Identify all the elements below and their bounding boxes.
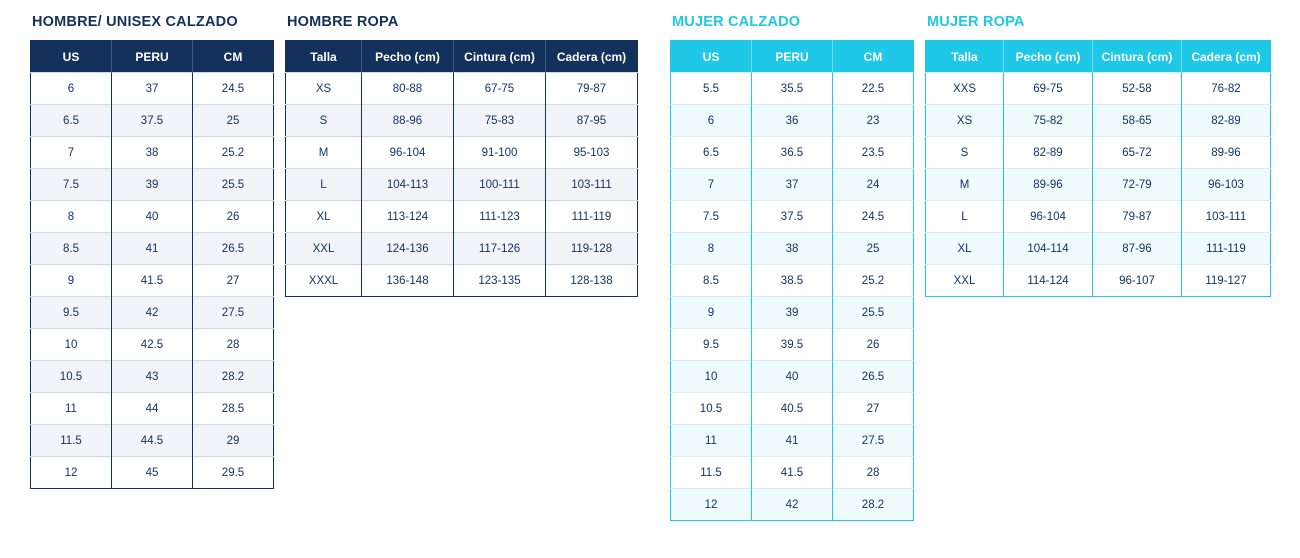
table-cell: 37 [752,169,833,201]
table-header-row [31,41,274,73]
table-cell: 45 [112,457,193,489]
table-cell: 103-111 [1182,201,1271,233]
table-cell: 72-79 [1093,169,1182,201]
column-header: Cadera (cm) [546,41,638,73]
table-cell: 79-87 [546,73,638,105]
table-cell: 7.5 [31,169,112,201]
table-row [671,265,914,297]
table-cell: 7.5 [671,201,752,233]
table-cell: XXS [926,73,1004,105]
table-cell: 111-119 [1182,233,1271,265]
table-cell: 28 [833,457,914,489]
table-cell: 76-82 [1182,73,1271,105]
table-cell: 22.5 [833,73,914,105]
table-row [31,265,274,297]
table-cell: 29.5 [193,457,274,489]
table-cell: XXL [926,265,1004,297]
table-cell: 103-111 [546,169,638,201]
table-row [31,169,274,201]
table-row [286,201,638,233]
table-row [926,137,1271,169]
table-mujer-ropa [925,40,1271,297]
table-cell: 23.5 [833,137,914,169]
table-cell: 24.5 [833,201,914,233]
column-header: PERU [112,41,193,73]
table-cell: 80-88 [362,73,454,105]
table-row [31,233,274,265]
table-cell: 42.5 [112,329,193,361]
table-row [671,137,914,169]
column-header: US [671,41,752,73]
table-cell: 37.5 [112,105,193,137]
table-cell: 28.2 [833,489,914,521]
table-cell: 24 [833,169,914,201]
column-header: Cintura (cm) [1093,41,1182,73]
table-cell: 96-107 [1093,265,1182,297]
table-cell: 25 [833,233,914,265]
table-cell: 41 [112,233,193,265]
table-row [31,201,274,233]
panel-title-mujer-ropa: MUJER ROPA [927,14,1025,30]
table-row [31,329,274,361]
column-header: US [31,41,112,73]
panel-title-hombre-unisex-calzado: HOMBRE/ UNISEX CALZADO [32,14,238,30]
table-cell: 10 [31,329,112,361]
panel-mujer-ropa [925,14,1271,297]
table-cell: M [926,169,1004,201]
table-cell: 44 [112,393,193,425]
table-row [31,393,274,425]
table-cell: 25.5 [833,297,914,329]
table-cell: 6.5 [31,105,112,137]
table-cell: 9 [671,297,752,329]
table-header-row [286,41,638,73]
table-cell: S [286,105,362,137]
table-cell: 79-87 [1093,201,1182,233]
table-row [286,233,638,265]
table-cell: 87-96 [1093,233,1182,265]
table-header-row [671,41,914,73]
column-header: Talla [926,41,1004,73]
table-cell: 82-89 [1004,137,1093,169]
table-cell: 65-72 [1093,137,1182,169]
table-cell: 96-103 [1182,169,1271,201]
table-cell: 124-136 [362,233,454,265]
table-cell: 119-128 [546,233,638,265]
column-header: Cintura (cm) [454,41,546,73]
table-cell: 9.5 [671,329,752,361]
table-row [286,73,638,105]
table-cell: 123-135 [454,265,546,297]
table-row [671,457,914,489]
table-cell: 8 [31,201,112,233]
table-cell: 11 [31,393,112,425]
table-row [286,169,638,201]
table-cell: 38 [752,233,833,265]
table-cell: 26.5 [193,233,274,265]
table-cell: S [926,137,1004,169]
table-cell: 25.5 [193,169,274,201]
table-row [671,201,914,233]
table-cell: 37.5 [752,201,833,233]
table-cell: 27.5 [193,297,274,329]
table-cell: 10 [671,361,752,393]
table-cell: 114-124 [1004,265,1093,297]
table-cell: 27 [193,265,274,297]
table-row [31,457,274,489]
column-header: Talla [286,41,362,73]
table-cell: M [286,137,362,169]
table-cell: 58-65 [1093,105,1182,137]
table-cell: 67-75 [454,73,546,105]
table-cell: 23 [833,105,914,137]
table-cell: 26 [833,329,914,361]
table-row [31,361,274,393]
table-cell: 89-96 [1182,137,1271,169]
table-row [671,169,914,201]
panel-title-mujer-calzado: MUJER CALZADO [672,14,801,30]
table-row [926,201,1271,233]
table-row [286,265,638,297]
table-cell: 41.5 [112,265,193,297]
table-cell: 8 [671,233,752,265]
column-header: CM [193,41,274,73]
table-cell: 82-89 [1182,105,1271,137]
table-cell: 89-96 [1004,169,1093,201]
table-row [671,105,914,137]
table-cell: 29 [193,425,274,457]
table-cell: 7 [31,137,112,169]
table-cell: 111-119 [546,201,638,233]
table-cell: 36 [752,105,833,137]
column-header: CM [833,41,914,73]
table-cell: 27 [833,393,914,425]
table-row [31,105,274,137]
table-row [671,233,914,265]
table-row [671,361,914,393]
table-cell: 39.5 [752,329,833,361]
column-header: Cadera (cm) [1182,41,1271,73]
panel-mujer-calzado [670,14,914,521]
table-cell: XS [926,105,1004,137]
table-row [926,233,1271,265]
table-cell: 69-75 [1004,73,1093,105]
table-cell: 41.5 [752,457,833,489]
table-cell: 8.5 [671,265,752,297]
table-cell: 42 [112,297,193,329]
table-cell: 128-138 [546,265,638,297]
table-cell: 11.5 [31,425,112,457]
table-cell: 11 [671,425,752,457]
table-cell: 91-100 [454,137,546,169]
table-row [31,137,274,169]
table-row [671,425,914,457]
table-cell: 28.5 [193,393,274,425]
table-cell: L [926,201,1004,233]
table-cell: 37 [112,73,193,105]
table-cell: XL [286,201,362,233]
table-cell: 12 [671,489,752,521]
table-cell: 7 [671,169,752,201]
table-cell: 96-104 [362,137,454,169]
table-cell: 100-111 [454,169,546,201]
table-cell: 40 [752,361,833,393]
table-cell: XXXL [286,265,362,297]
table-row [671,393,914,425]
table-cell: 12 [31,457,112,489]
table-cell: 95-103 [546,137,638,169]
table-row [926,73,1271,105]
table-cell: 5.5 [671,73,752,105]
table-cell: 113-124 [362,201,454,233]
table-cell: 26.5 [833,361,914,393]
table-row [671,329,914,361]
table-cell: 111-123 [454,201,546,233]
table-row [31,297,274,329]
table-cell: 10.5 [31,361,112,393]
table-row [926,265,1271,297]
table-row [671,73,914,105]
table-cell: 96-104 [1004,201,1093,233]
table-cell: 42 [752,489,833,521]
table-cell: 26 [193,201,274,233]
table-hombre-ropa [285,40,638,297]
table-cell: 6 [671,105,752,137]
table-mujer-calzado [670,40,914,521]
table-cell: 9 [31,265,112,297]
table-cell: 6 [31,73,112,105]
table-cell: 104-114 [1004,233,1093,265]
table-cell: 104-113 [362,169,454,201]
column-header: Pecho (cm) [362,41,454,73]
table-header-row [926,41,1271,73]
table-cell: 41 [752,425,833,457]
table-cell: 10.5 [671,393,752,425]
table-row [671,489,914,521]
table-cell: 52-58 [1093,73,1182,105]
table-cell: 38 [112,137,193,169]
table-cell: 38.5 [752,265,833,297]
table-cell: 119-127 [1182,265,1271,297]
table-cell: XS [286,73,362,105]
table-cell: 40 [112,201,193,233]
table-row [671,297,914,329]
column-header: Pecho (cm) [1004,41,1093,73]
panel-title-hombre-ropa: HOMBRE ROPA [287,14,399,30]
panel-hombre-unisex-calzado [30,14,274,489]
table-cell: 117-126 [454,233,546,265]
table-row [926,105,1271,137]
table-cell: 24.5 [193,73,274,105]
table-cell: 6.5 [671,137,752,169]
column-header: PERU [752,41,833,73]
table-cell: 28.2 [193,361,274,393]
table-hombre-unisex-calzado [30,40,274,489]
table-cell: XXL [286,233,362,265]
table-cell: 40.5 [752,393,833,425]
panel-hombre-ropa [285,14,638,297]
table-cell: 39 [752,297,833,329]
table-cell: 88-96 [362,105,454,137]
table-cell: 11.5 [671,457,752,489]
table-row [926,169,1271,201]
table-cell: 27.5 [833,425,914,457]
table-cell: 44.5 [112,425,193,457]
table-cell: 8.5 [31,233,112,265]
table-cell: 25.2 [193,137,274,169]
table-cell: 25 [193,105,274,137]
table-cell: 136-148 [362,265,454,297]
table-row [31,425,274,457]
table-row [31,73,274,105]
table-cell: 75-83 [454,105,546,137]
table-cell: 9.5 [31,297,112,329]
table-cell: 28 [193,329,274,361]
table-cell: 39 [112,169,193,201]
table-cell: 35.5 [752,73,833,105]
table-cell: 36.5 [752,137,833,169]
table-cell: 25.2 [833,265,914,297]
table-cell: L [286,169,362,201]
table-cell: XL [926,233,1004,265]
table-row [286,105,638,137]
table-cell: 43 [112,361,193,393]
table-row [286,137,638,169]
table-cell: 75-82 [1004,105,1093,137]
table-cell: 87-95 [546,105,638,137]
